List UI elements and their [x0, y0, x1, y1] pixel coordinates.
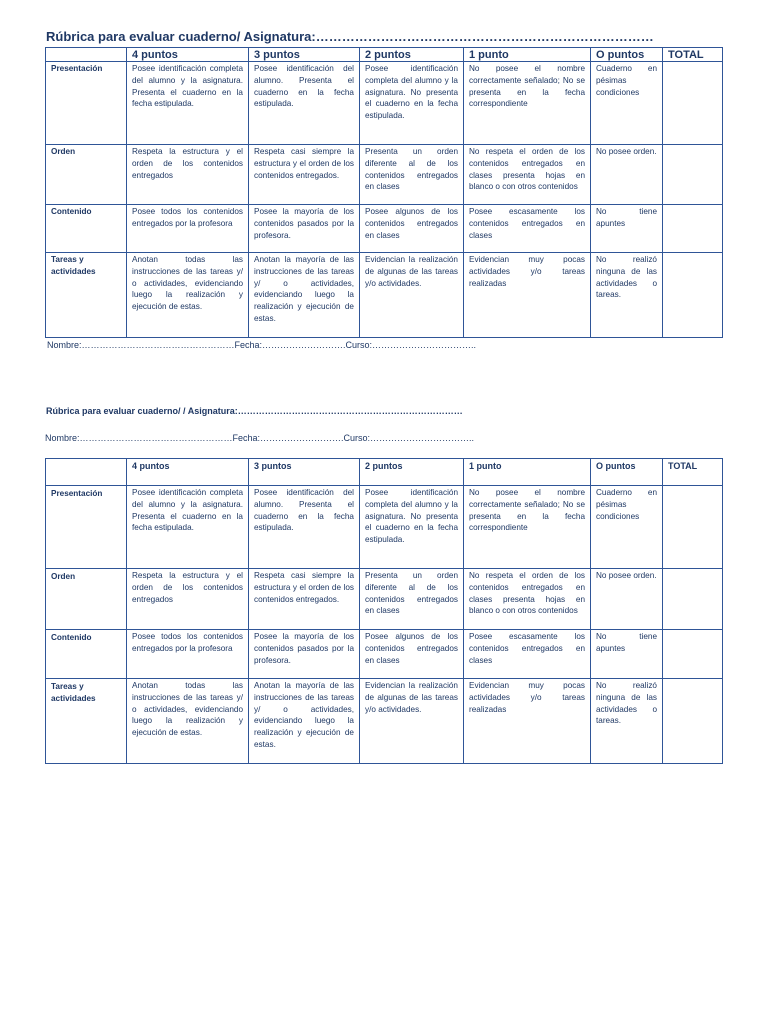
rubric-1-table	[45, 47, 723, 338]
header-total: TOTAL	[663, 48, 723, 62]
header-0-puntos: O puntos	[591, 459, 663, 486]
header-total: TOTAL	[663, 459, 723, 486]
table-cell: Posee identificación completa del alumno y la asignatura. Presenta el cuaderno en la fecha estipulada.	[127, 486, 249, 569]
table-cell: Evidencian muy pocas actividades y/o tareas realizadas	[464, 679, 591, 764]
table-cell: Respeta la estructura y el orden de los contenidos entregados	[127, 145, 249, 205]
table-cell: No tiene apuntes	[591, 630, 663, 679]
table-cell: Respeta casi siempre la estructura y el orden de los contenidos entregados.	[249, 569, 360, 630]
table-cell: Posee algunos de los contenidos entregados en clases	[360, 205, 464, 253]
table-cell: Anotan todas las instrucciones de las tareas y/ o actividades, evidenciando luego la realización y ejecución de estas.	[127, 253, 249, 338]
table-row	[46, 630, 723, 679]
header-3-puntos: 3 puntos	[249, 48, 360, 62]
table-cell: Respeta casi siempre la estructura y el orden de los contenidos entregados.	[249, 145, 360, 205]
table-cell: No tiene apuntes	[591, 205, 663, 253]
header-1-punto: 1 punto	[464, 48, 591, 62]
table-cell: Evidencian muy pocas actividades y/o tareas realizadas	[464, 253, 591, 338]
table-cell: Posee algunos de los contenidos entregados en clases	[360, 630, 464, 679]
total-cell[interactable]	[663, 486, 723, 569]
table-cell: Anotan todas las instrucciones de las tareas y/ o actividades, evidenciando luego la realización y ejecución de estas.	[127, 679, 249, 764]
table-cell: Posee todos los contenidos entregados por la profesora	[127, 205, 249, 253]
table-row	[46, 62, 723, 145]
row-label-tareas: Tareas y actividades	[46, 679, 127, 764]
row-label-presentacion: Presentación	[46, 62, 127, 145]
table-cell: Cuaderno en pésimas condiciones	[591, 486, 663, 569]
total-cell[interactable]	[663, 679, 723, 764]
table-cell: Cuaderno en pésimas condiciones	[591, 62, 663, 145]
table-cell: No respeta el orden de los contenidos entregados en clases presenta hojas en blanco o con otros contenidos	[464, 145, 591, 205]
table-cell: No realizó ninguna de las actividades o tareas.	[591, 253, 663, 338]
total-cell[interactable]	[663, 205, 723, 253]
table-cell: Anotan la mayoría de las instrucciones de las tareas y/ o actividades, evidenciando luego la realización y ejecución de estas.	[249, 253, 360, 338]
total-cell[interactable]	[663, 253, 723, 338]
table-cell: No posee el nombre correctamente señalado; No se presenta en la fecha correspondiente	[464, 62, 591, 145]
header-cell	[46, 459, 127, 486]
rubric-2-student-line: Nombre:……………………………………………Fecha:……………………….Curso:……………………………..	[45, 433, 475, 443]
rubric-2-table	[45, 458, 723, 764]
total-cell[interactable]	[663, 630, 723, 679]
row-label-tareas: Tareas y actividades	[46, 253, 127, 338]
table-cell: Posee identificación completa del alumno y la asignatura. No presenta el cuaderno en la fecha estipulada.	[360, 62, 464, 145]
table-cell: Posee la mayoría de los contenidos pasados por la profesora.	[249, 205, 360, 253]
rubric-1-title: Rúbrica para evaluar cuaderno/ Asignatura:……………………………………………………………………	[46, 29, 654, 44]
total-cell[interactable]	[663, 145, 723, 205]
header-4-puntos: 4 puntos	[127, 459, 249, 486]
table-header-row	[46, 48, 723, 62]
table-cell: No posee orden.	[591, 569, 663, 630]
table-cell: No posee orden.	[591, 145, 663, 205]
table-cell: Posee identificación completa del alumno y la asignatura. No presenta el cuaderno en la fecha estipulada.	[360, 486, 464, 569]
table-cell: Posee identificación del alumno. Presenta el cuaderno en la fecha estipulada.	[249, 486, 360, 569]
table-cell: Evidencian la realización de algunas de las tareas y/o actividades.	[360, 679, 464, 764]
row-label-presentacion: Presentación	[46, 486, 127, 569]
table-row	[46, 569, 723, 630]
table-cell: Posee identificación del alumno. Presenta el cuaderno en la fecha estipulada.	[249, 62, 360, 145]
table-header-row	[46, 459, 723, 486]
table-cell: Presenta un orden diferente al de los contenidos entregados en clases	[360, 145, 464, 205]
header-0-puntos: O puntos	[591, 48, 663, 62]
rubric-1-student-line: Nombre:……………………………………………Fecha:……………………….Curso:……………………………..	[47, 340, 477, 350]
row-label-orden: Orden	[46, 569, 127, 630]
table-row	[46, 486, 723, 569]
row-label-orden: Orden	[46, 145, 127, 205]
table-cell: No respeta el orden de los contenidos entregados en clases presenta hojas en blanco o con otros contenidos	[464, 569, 591, 630]
row-label-contenido: Contenido	[46, 630, 127, 679]
table-row	[46, 205, 723, 253]
table-cell: Anotan la mayoría de las instrucciones de las tareas y/ o actividades, evidenciando luego la realización y ejecución de estas.	[249, 679, 360, 764]
table-row	[46, 679, 723, 764]
rubric-2-title: Rúbrica para evaluar cuaderno/ / Asignatura:…………………………………………………………………	[46, 406, 463, 416]
table-cell: Posee escasamente los contenidos entregados en clases	[464, 205, 591, 253]
table-cell: Respeta la estructura y el orden de los contenidos entregados	[127, 569, 249, 630]
table-cell: No realizó ninguna de las actividades o tareas.	[591, 679, 663, 764]
table-row	[46, 145, 723, 205]
total-cell[interactable]	[663, 569, 723, 630]
header-2-puntos: 2 puntos	[360, 459, 464, 486]
header-3-puntos: 3 puntos	[249, 459, 360, 486]
header-4-puntos: 4 puntos	[127, 48, 249, 62]
table-cell: Posee la mayoría de los contenidos pasados por la profesora.	[249, 630, 360, 679]
table-cell: Posee escasamente los contenidos entregados en clases	[464, 630, 591, 679]
table-cell: Presenta un orden diferente al de los contenidos entregados en clases	[360, 569, 464, 630]
header-2-puntos: 2 puntos	[360, 48, 464, 62]
table-cell: No posee el nombre correctamente señalado; No se presenta en la fecha correspondiente	[464, 486, 591, 569]
table-row	[46, 253, 723, 338]
header-1-punto: 1 punto	[464, 459, 591, 486]
header-cell	[46, 48, 127, 62]
table-cell: Evidencian la realización de algunas de las tareas y/o actividades.	[360, 253, 464, 338]
table-cell: Posee todos los contenidos entregados por la profesora	[127, 630, 249, 679]
table-cell: Posee identificación completa del alumno y la asignatura. Presenta el cuaderno en la fecha estipulada.	[127, 62, 249, 145]
total-cell[interactable]	[663, 62, 723, 145]
row-label-contenido: Contenido	[46, 205, 127, 253]
